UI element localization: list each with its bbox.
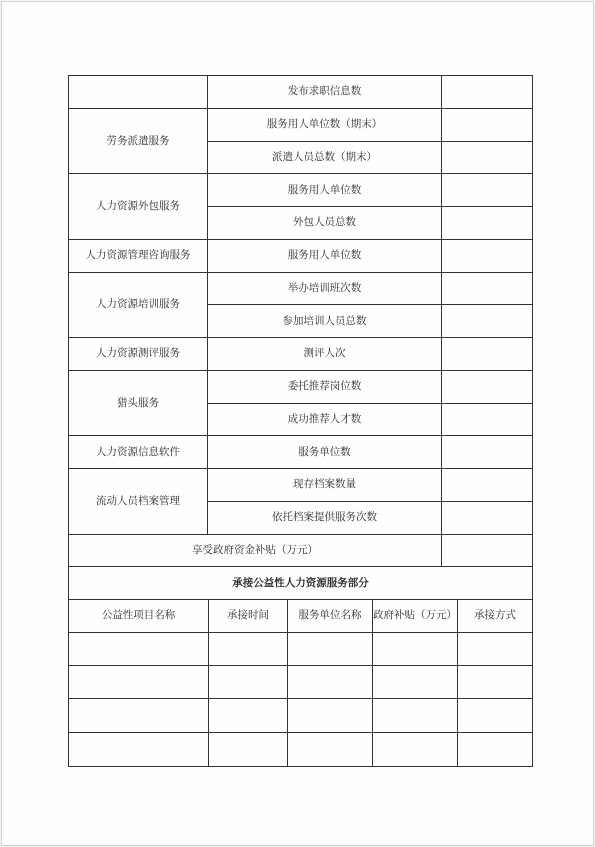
public-project-cell bbox=[458, 666, 532, 699]
item-label-cell: 参加培训人员总数 bbox=[208, 305, 442, 338]
category-cell: 人力资源信息软件 bbox=[69, 436, 208, 469]
item-label-cell: 服务用人单位数（期末） bbox=[208, 109, 442, 142]
public-project-cell bbox=[69, 666, 209, 699]
category-cell bbox=[69, 76, 208, 109]
value-cell bbox=[442, 76, 532, 109]
item-label-cell: 服务用人单位数 bbox=[208, 174, 442, 207]
public-project-cell bbox=[458, 633, 532, 666]
public-project-cell bbox=[288, 733, 373, 766]
value-cell bbox=[442, 174, 532, 207]
item-label-cell: 现存档案数量 bbox=[208, 469, 442, 502]
item-label-cell: 测评人次 bbox=[208, 338, 442, 371]
value-cell bbox=[442, 436, 532, 469]
value-cell bbox=[442, 240, 532, 273]
public-project-cell bbox=[288, 699, 373, 732]
public-project-cell bbox=[373, 733, 458, 766]
statistics-table bbox=[68, 75, 533, 767]
item-label-cell: 派遣人员总数（期末） bbox=[208, 142, 442, 175]
public-project-cell bbox=[458, 699, 532, 732]
item-label-cell: 依托档案提供服务次数 bbox=[208, 502, 442, 535]
item-label-cell: 委托推荐岗位数 bbox=[208, 371, 442, 404]
item-label-cell: 举办培训班次数 bbox=[208, 273, 442, 306]
category-cell: 流动人员档案管理 bbox=[69, 469, 208, 535]
category-cell: 人力资源测评服务 bbox=[69, 338, 208, 371]
value-cell bbox=[442, 371, 532, 404]
public-project-cell bbox=[69, 733, 209, 766]
public-project-cell bbox=[209, 666, 288, 699]
public-project-cell bbox=[69, 633, 209, 666]
value-cell bbox=[442, 502, 532, 535]
category-cell: 人力资源外包服务 bbox=[69, 174, 208, 240]
public-project-cell bbox=[373, 633, 458, 666]
subsidy-value-cell bbox=[442, 535, 532, 568]
subsidy-label-cell: 享受政府资金补贴（万元） bbox=[69, 535, 442, 568]
public-project-cell bbox=[373, 699, 458, 732]
public-project-cell bbox=[288, 633, 373, 666]
category-cell: 猎头服务 bbox=[69, 371, 208, 437]
value-cell bbox=[442, 109, 532, 142]
public-project-cell bbox=[288, 666, 373, 699]
public-project-cell bbox=[209, 733, 288, 766]
section-title-cell: 承接公益性人力资源服务部分 bbox=[69, 567, 532, 600]
value-cell bbox=[442, 207, 532, 240]
item-label-cell: 外包人员总数 bbox=[208, 207, 442, 240]
column-header-cell: 承接时间 bbox=[209, 600, 288, 633]
item-label-cell: 成功推荐人才数 bbox=[208, 404, 442, 437]
item-label-cell: 发布求职信息数 bbox=[208, 76, 442, 109]
public-project-cell bbox=[209, 633, 288, 666]
category-cell: 人力资源管理咨询服务 bbox=[69, 240, 208, 273]
column-header-cell: 服务单位名称 bbox=[288, 600, 373, 633]
public-project-cell bbox=[69, 699, 209, 732]
public-project-cell bbox=[209, 699, 288, 732]
public-project-cell bbox=[458, 733, 532, 766]
value-cell bbox=[442, 338, 532, 371]
value-cell bbox=[442, 469, 532, 502]
column-header-cell: 公益性项目名称 bbox=[69, 600, 209, 633]
value-cell bbox=[442, 305, 532, 338]
category-cell: 劳务派遣服务 bbox=[69, 109, 208, 175]
category-cell: 人力资源培训服务 bbox=[69, 273, 208, 339]
public-project-cell bbox=[373, 666, 458, 699]
value-cell bbox=[442, 404, 532, 437]
document-page bbox=[1, 1, 594, 846]
column-header-cell: 政府补贴（万元） bbox=[373, 600, 458, 633]
item-label-cell: 服务用人单位数 bbox=[208, 240, 442, 273]
item-label-cell: 服务单位数 bbox=[208, 436, 442, 469]
value-cell bbox=[442, 142, 532, 175]
column-header-cell: 承接方式 bbox=[458, 600, 532, 633]
value-cell bbox=[442, 273, 532, 306]
